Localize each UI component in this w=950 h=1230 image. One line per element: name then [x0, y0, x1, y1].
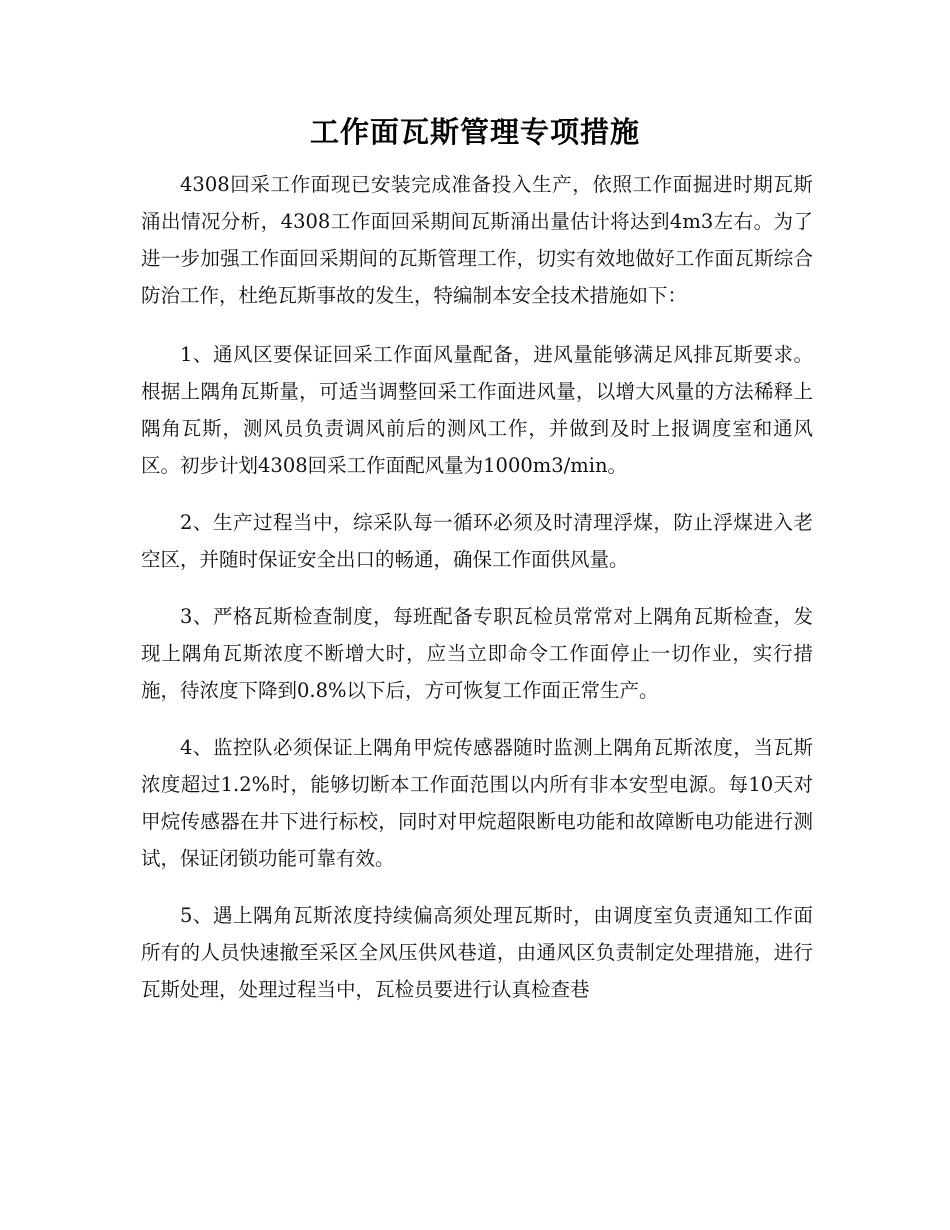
paragraph-measure-1: 1、通风区要保证回采工作面风量配备，进风量能够满足风排瓦斯要求。根据上隅角瓦斯量，可适当调整回采工作面进风量，以增大风量的方法稀释上隅角瓦斯，测风员负责调风前后的测风工作，并做到及时上报调度室和通风区。初步计划4308回采工作面配风量为1000m3/min。 [141, 343, 813, 477]
document-body [141, 166, 813, 1028]
paragraph-intro: 4308回采工作面现已安装完成准备投入生产，依照工作面掘进时期瓦斯涌出情况分析，4308工作面回采期间瓦斯涌出量估计将达到4m3左右。为了进一步加强工作面回采期间的瓦斯管理工作，切实有效地做好工作面瓦斯综合防治工作，杜绝瓦斯事故的发生，特编制本安全技术措施如下： [141, 173, 813, 307]
document-title: 工作面瓦斯管理专项措施 [309, 115, 640, 149]
paragraph-measure-3: 3、严格瓦斯检查制度，每班配备专职瓦检员常常对上隅角瓦斯检查，发现上隅角瓦斯浓度不断增大时，应当立即命令工作面停止一切作业，实行措施，待浓度下降到0.8%以下后，方可恢复工作面正常生产。 [141, 605, 813, 702]
paragraph-measure-2: 2、生产过程当中，综采队每一循环必须及时清理浮煤，防止浮煤进入老空区，并随时保证安全出口的畅通，确保工作面供风量。 [141, 511, 813, 571]
paragraph-measure-5: 5、遇上隅角瓦斯浓度持续偏高须处理瓦斯时，由调度室负责通知工作面所有的人员快速撤至采区全风压供风巷道，由通风区负责制定处理措施，进行瓦斯处理，处理过程当中，瓦检员要进行认真检查巷 [141, 904, 813, 1001]
paragraph-measure-4: 4、监控队必须保证上隅角甲烷传感器随时监测上隅角瓦斯浓度，当瓦斯浓度超过1.2%时，能够切断本工作面范围以内所有非本安型电源。每10天对甲烷传感器在井下进行标校，同时对甲烷超限断电功能和故障断电功能进行测试，保证闭锁功能可靠有效。 [141, 736, 813, 870]
